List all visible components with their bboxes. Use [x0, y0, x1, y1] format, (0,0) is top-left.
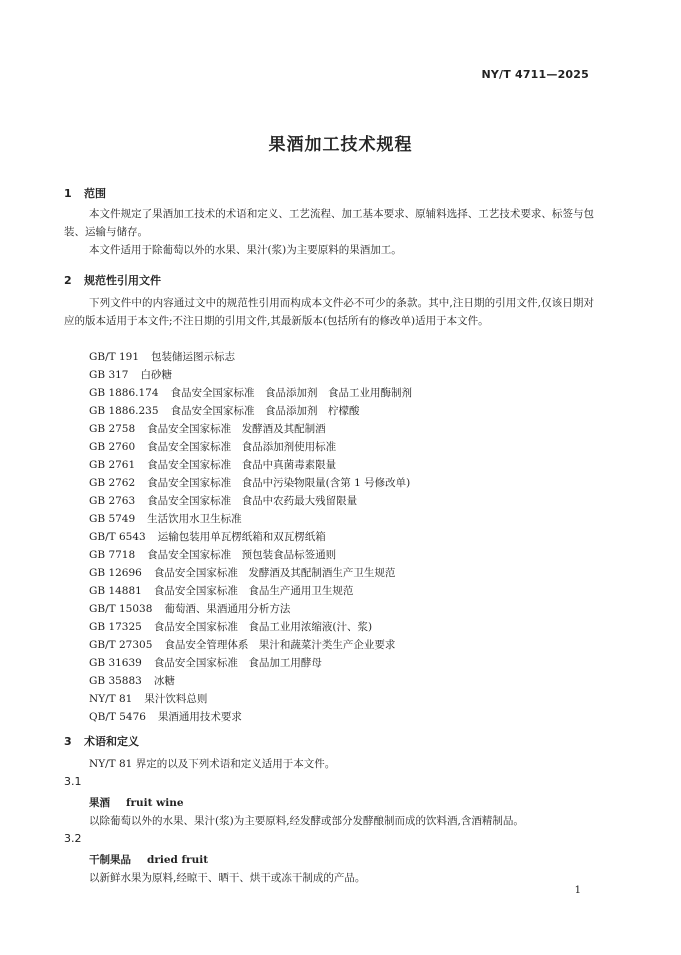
term-number: 3.2 — [64, 832, 82, 845]
term-en: fruit wine — [126, 797, 184, 809]
reference-item: GB 317 白砂糖 — [89, 369, 172, 381]
term-entry — [89, 852, 208, 867]
reference-list — [89, 348, 412, 726]
term-definition: 以新鲜水果为原料,经晾干、晒干、烘干或冻干制成的产品。 — [89, 872, 366, 884]
reference-item: GB/T 6543 运输包装用单瓦楞纸箱和双瓦楞纸箱 — [89, 531, 326, 543]
section-number: 3 — [64, 735, 72, 748]
reference-item: GB 17325 食品安全国家标准 食品工业用浓缩液(汁、浆) — [89, 621, 373, 633]
section-number: 1 — [64, 187, 72, 200]
term-entry — [89, 795, 184, 810]
section-title: 规范性引用文件 — [84, 274, 161, 287]
reference-item: GB 12696 食品安全国家标准 发酵酒及其配制酒生产卫生规范 — [89, 567, 396, 579]
standard-code: NY/T 4711—2025 — [481, 68, 589, 81]
terms-intro: NY/T 81 界定的以及下列术语和定义适用于本文件。 — [89, 758, 336, 770]
section-number: 2 — [64, 274, 72, 287]
scope-paragraph-1: 本文件规定了果酒加工技术的术语和定义、工艺流程、加工基本要求、原辅料选择、工艺技术要求、标签与包装、运输与储存。 — [64, 208, 594, 238]
reference-item: GB 2760 食品安全国家标准 食品添加剂使用标准 — [89, 441, 337, 453]
scope-paragraph-2: 本文件适用于除葡萄以外的水果、果汁(浆)为主要原料的果酒加工。 — [89, 244, 402, 256]
section-title: 术语和定义 — [84, 735, 139, 748]
reference-item: GB 7718 食品安全国家标准 预包装食品标签通则 — [89, 549, 337, 561]
references-intro: 下列文件中的内容通过文中的规范性引用而构成本文件必不可少的条款。其中,注日期的引用文件,仅该日期对应的版本适用于本文件;不注日期的引用文件,其最新版本(包括所有的修改单)适用于本文件。 — [64, 297, 594, 327]
reference-item: GB 1886.174 食品安全国家标准 食品添加剂 食品工业用酶制剂 — [89, 387, 413, 399]
document-title: 果酒加工技术规程 — [268, 135, 413, 155]
section-2-heading — [64, 272, 161, 288]
section-title: 范围 — [84, 187, 106, 200]
reference-item: GB 2758 食品安全国家标准 发酵酒及其配制酒 — [89, 423, 326, 435]
reference-item: GB/T 27305 食品安全管理体系 果汁和蔬菜汁类生产企业要求 — [89, 639, 396, 651]
reference-item: GB 1886.235 食品安全国家标准 食品添加剂 柠檬酸 — [89, 405, 360, 417]
section-1-heading — [64, 185, 106, 201]
reference-item: GB 2762 食品安全国家标准 食品中污染物限量(含第 1 号修改单) — [89, 477, 411, 489]
reference-item: GB/T 191 包装储运图示标志 — [89, 351, 236, 363]
reference-item: GB 35883 冰糖 — [89, 675, 175, 687]
reference-item: GB/T 15038 葡萄酒、果酒通用分析方法 — [89, 603, 291, 615]
term-zh: 干制果品 — [89, 854, 131, 866]
term-en: dried fruit — [147, 854, 209, 866]
reference-item: GB 2763 食品安全国家标准 食品中农药最大残留限量 — [89, 495, 358, 507]
reference-item: GB 14881 食品安全国家标准 食品生产通用卫生规范 — [89, 585, 354, 597]
term-zh: 果酒 — [89, 797, 110, 809]
reference-item: NY/T 81 果汁饮料总则 — [89, 693, 208, 705]
term-definition: 以除葡萄以外的水果、果汁(浆)为主要原料,经发酵或部分发酵酿制而成的饮料酒,含酒精制品。 — [89, 815, 524, 827]
reference-item: GB 2761 食品安全国家标准 食品中真菌毒素限量 — [89, 459, 337, 471]
page-number: 1 — [574, 885, 581, 896]
section-3-heading — [64, 733, 139, 749]
reference-item: QB/T 5476 果酒通用技术要求 — [89, 711, 242, 723]
reference-item: GB 5749 生活饮用水卫生标准 — [89, 513, 242, 525]
reference-item: GB 31639 食品安全国家标准 食品加工用酵母 — [89, 657, 322, 669]
term-number: 3.1 — [64, 775, 82, 788]
